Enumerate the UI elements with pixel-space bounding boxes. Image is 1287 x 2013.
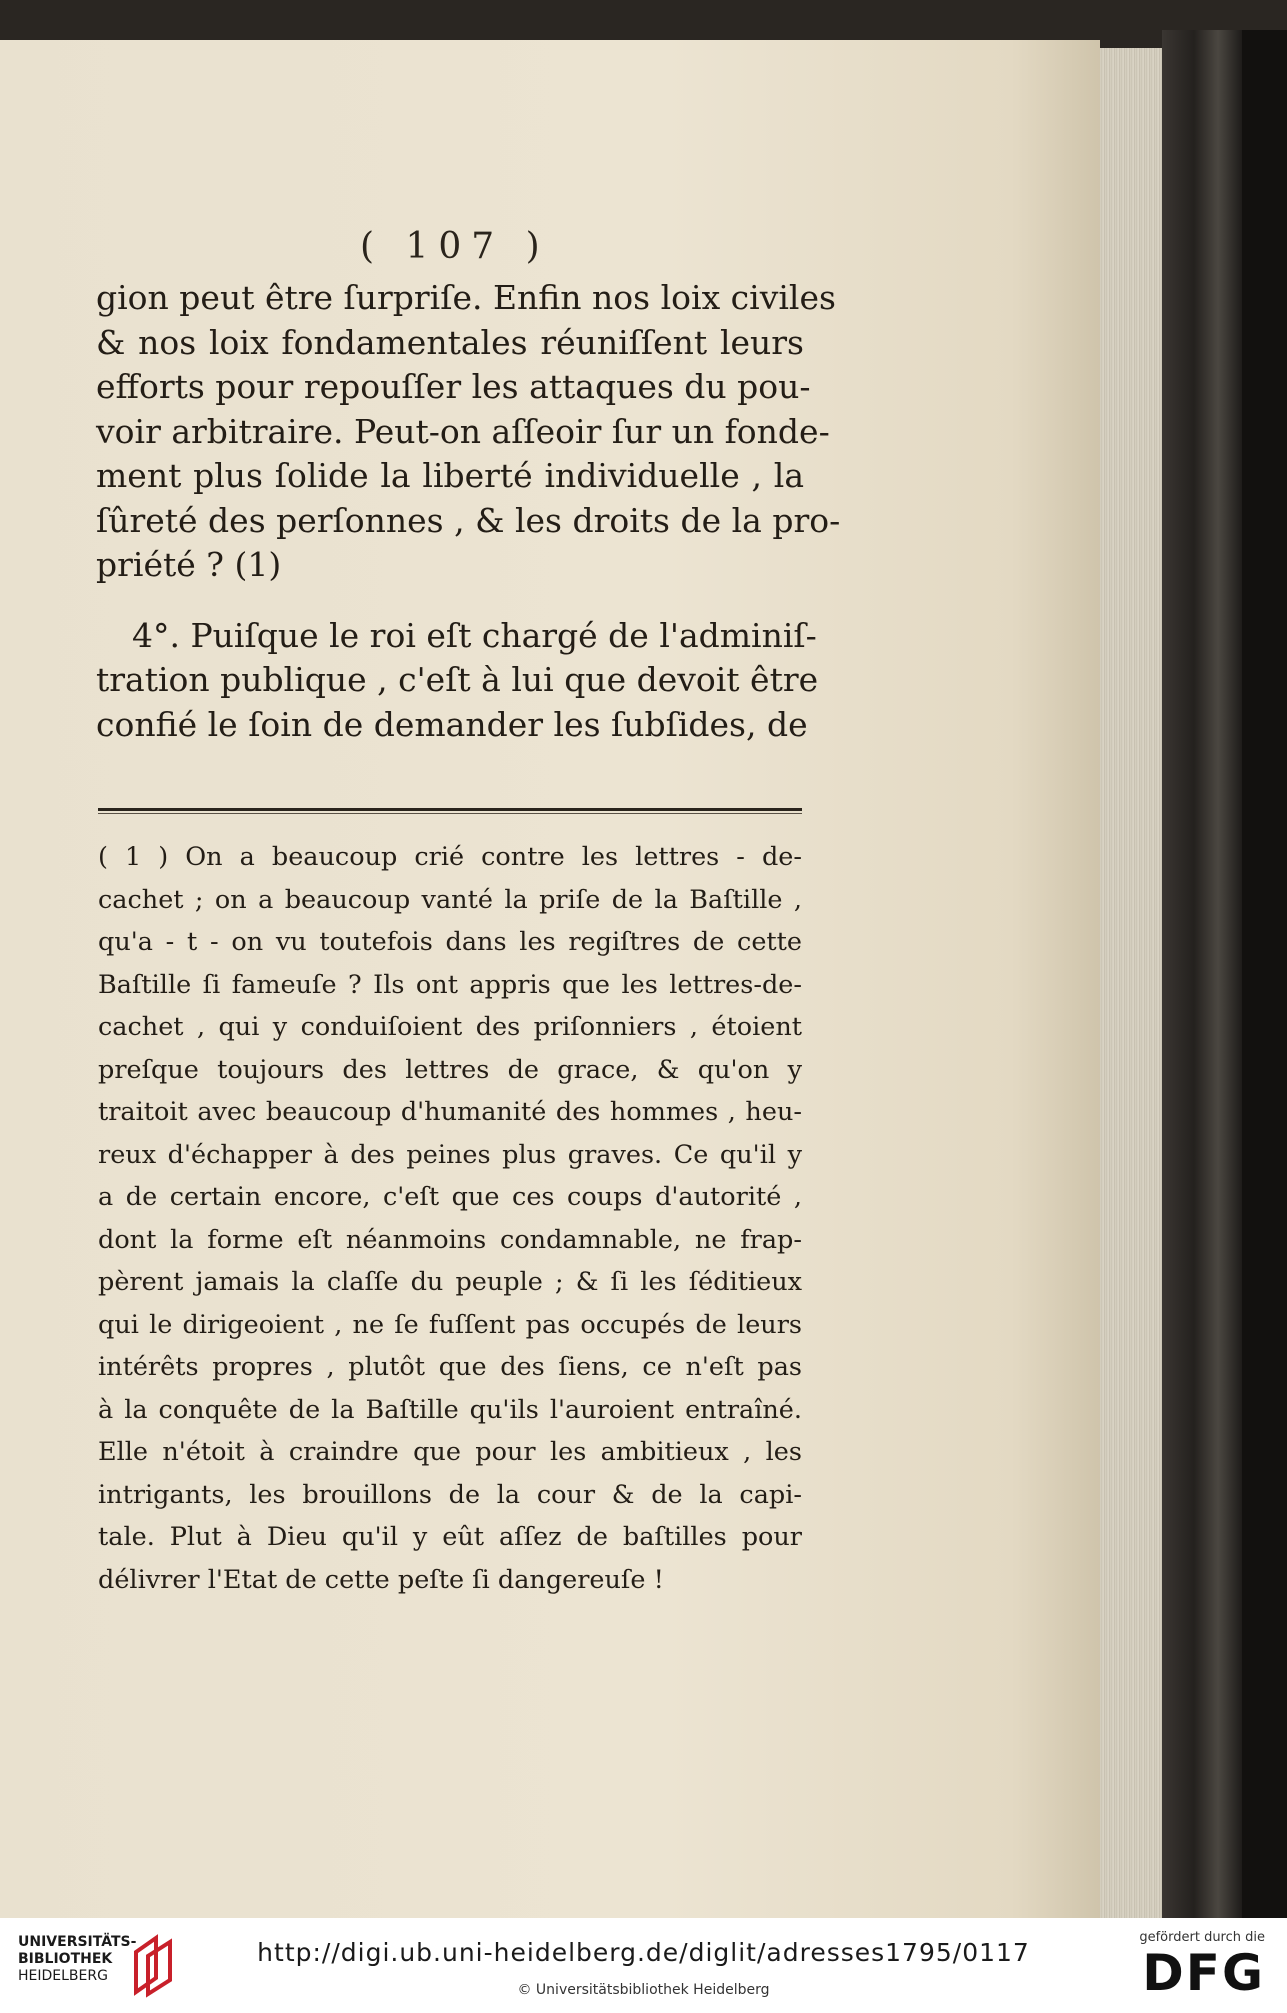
- paragraph-gap: [96, 588, 804, 614]
- footnote-rule-thin: [98, 813, 802, 814]
- dfg-mark: DFG: [1142, 1944, 1265, 2002]
- footnote-line: tale. Plut à Dieu qu'il y eût aſſez de baſtilles pour: [98, 1522, 802, 1552]
- footnote-line: a de certain encore, c'eſt que ces coups d'autorité ,: [98, 1182, 802, 1212]
- dfg-logo[interactable]: [1135, 1930, 1265, 2004]
- text-line: 4°. Puiſque le roi eſt chargé de l'adminiſ-: [132, 615, 817, 655]
- library-name-line: HEIDELBERG: [18, 1968, 108, 1984]
- dfg-caption: gefördert durch die: [1139, 1930, 1265, 1945]
- footnote-line: qu'a - t - on vu toutefois dans les regiſtres de cette: [98, 927, 802, 957]
- scan-background: [1242, 30, 1287, 1918]
- footnote-line: intrigants, les brouillons de la cour & de la capi-: [98, 1479, 802, 1510]
- text-line: & nos loix fondamentales réuniſſent leurs: [96, 322, 804, 362]
- footnote-line: cachet , qui y conduiſoient des priſonniers , étoient: [98, 1012, 802, 1042]
- text-line: priété ? (1): [96, 545, 282, 584]
- page-block-edge: [1100, 48, 1162, 1918]
- footnote-rule: [98, 808, 802, 811]
- footnote-line: pèrent jamais la claſſe du peuple ; & ſi les ſéditieux: [98, 1267, 802, 1297]
- footnote-line: à la conquête de la Baſtille qu'ils l'auroient entraîné.: [98, 1394, 802, 1425]
- book-cover-board: [1162, 30, 1242, 1918]
- footnote-line: intérêts propres , plutôt que des ſiens, ce n'eſt pas: [98, 1352, 802, 1382]
- text-line: ment plus ſolide la liberté individuelle , la: [96, 456, 804, 495]
- text-line: ſûreté des perſonnes , & les droits de la pro-: [96, 500, 841, 540]
- page-number-header: ( 107 ): [360, 226, 550, 267]
- footnote-line: preſque toujours des lettres de grace, & qu'on y: [98, 1054, 802, 1085]
- permalink-url[interactable]: http://digi.ub.uni-heidelberg.de/diglit/adresses1795/0117: [257, 1938, 1030, 1967]
- footnote-line: reux d'échapper à des peines plus graves. Ce qu'il y: [98, 1139, 802, 1170]
- copyright-notice: © Universitätsbibliothek Heidelberg: [517, 1982, 770, 1998]
- text-line: gion peut être ſurpriſe. Enfin nos loix civiles: [96, 278, 836, 317]
- main-text: [96, 276, 841, 747]
- text-line: voir arbitraire. Peut-on aſſeoir ſur un fonde-: [96, 411, 830, 451]
- footnote-line: Baſtille ſi fameuſe ? Ils ont appris que les lettres-de-: [98, 969, 802, 1000]
- viewer-footer: [0, 1918, 1287, 2013]
- book-page: [0, 40, 1100, 1918]
- text-line: tration publique , c'eſt à lui que devoit être: [96, 660, 819, 699]
- footnote-line: traitoit avec beaucoup d'humanité des hommes , heu-: [98, 1097, 802, 1127]
- library-name-line: BIBLIOTHEK: [18, 1951, 113, 1967]
- footnote-line: qui le dirigeoient , ne ſe fuſſent pas occupés de leurs: [98, 1309, 802, 1340]
- footnote: [98, 836, 802, 1601]
- footnote-line: ( 1 ) On a beaucoup crié contre les lettres - de-: [98, 842, 802, 872]
- footnote-line: délivrer l'Etat de cette peſte ſi dangereuſe !: [98, 1564, 664, 1595]
- text-line: confié le ſoin de demander les ſubſides, de: [96, 704, 808, 744]
- footnote-line: cachet ; on a beaucoup vanté la priſe de la Baſtille ,: [98, 884, 802, 915]
- footnote-line: dont la forme eſt néanmoins condamnable, ne frap-: [98, 1224, 802, 1255]
- footnote-line: Elle n'étoit à craindre que pour les ambitieux , les: [98, 1437, 802, 1467]
- text-line: efforts pour repouſſer les attaques du pou-: [96, 367, 811, 406]
- library-name-line: UNIVERSITÄTS-: [18, 1934, 137, 1950]
